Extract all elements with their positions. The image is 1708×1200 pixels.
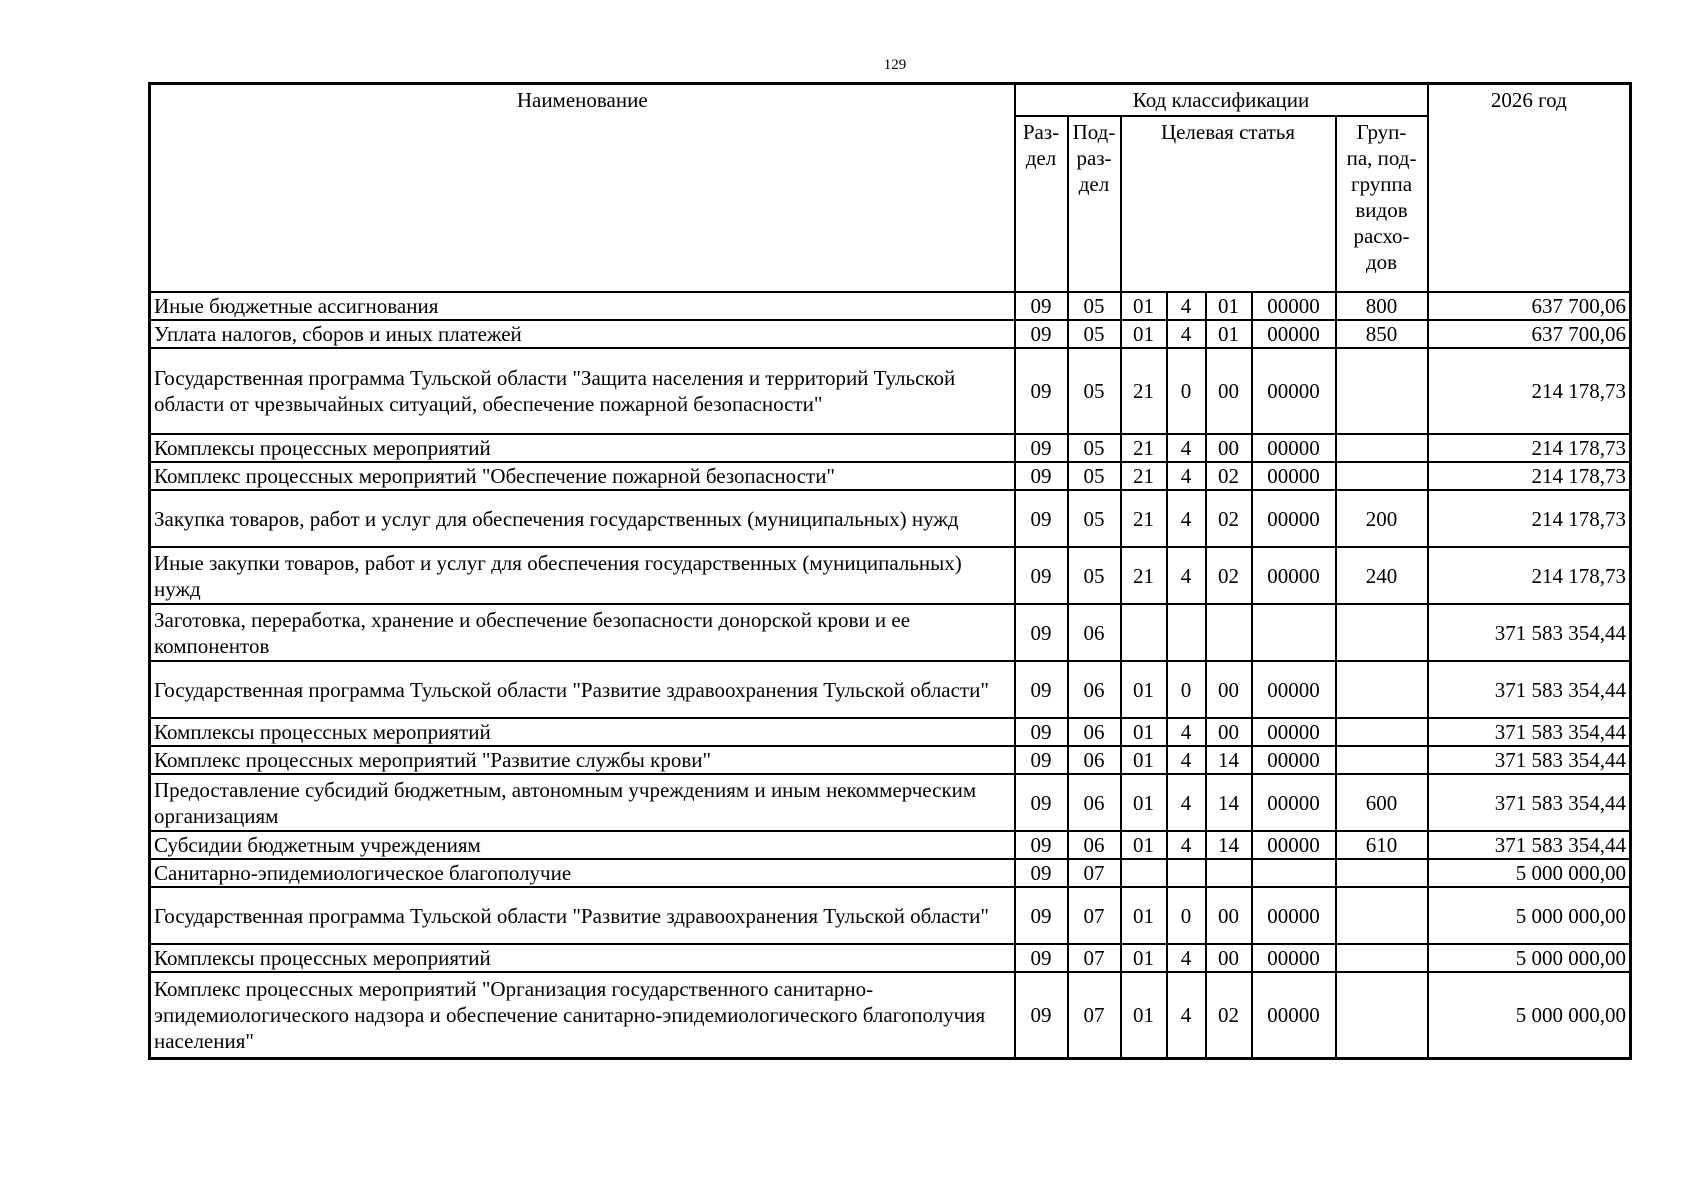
row-amount: 371 583 354,44 (1428, 746, 1631, 774)
table-row (150, 320, 1631, 348)
row-podrazdel: 05 (1068, 292, 1121, 320)
table-row (150, 774, 1631, 831)
row-target-direction: 00000 (1252, 462, 1336, 490)
row-target-program: 21 (1121, 434, 1167, 462)
row-razdel: 09 (1015, 944, 1068, 972)
row-name: Государственная программа Тульской области "Развитие здравоохранения Тульской области" (150, 887, 1015, 944)
row-name: Государственная программа Тульской области "Развитие здравоохранения Тульской области" (150, 661, 1015, 718)
row-target-direction: 00000 (1252, 547, 1336, 604)
row-amount: 5 000 000,00 (1428, 944, 1631, 972)
row-group (1336, 972, 1428, 1059)
row-target-program: 01 (1121, 292, 1167, 320)
table-row (150, 831, 1631, 859)
row-group (1336, 887, 1428, 944)
row-target-type: 0 (1167, 887, 1206, 944)
row-group: 600 (1336, 774, 1428, 831)
row-razdel: 09 (1015, 434, 1068, 462)
row-razdel: 09 (1015, 661, 1068, 718)
row-target-type: 4 (1167, 718, 1206, 746)
row-podrazdel: 07 (1068, 887, 1121, 944)
row-target-main: 02 (1206, 462, 1252, 490)
row-amount: 371 583 354,44 (1428, 604, 1631, 661)
row-target-program: 01 (1121, 774, 1167, 831)
row-target-program (1121, 859, 1167, 887)
table-row (150, 434, 1631, 462)
row-target-direction: 00000 (1252, 434, 1336, 462)
header-year: 2026 год (1428, 84, 1631, 293)
row-razdel: 09 (1015, 972, 1068, 1059)
row-group (1336, 661, 1428, 718)
row-target-main (1206, 859, 1252, 887)
row-podrazdel: 05 (1068, 434, 1121, 462)
row-target-main: 00 (1206, 887, 1252, 944)
row-razdel: 09 (1015, 292, 1068, 320)
row-razdel: 09 (1015, 859, 1068, 887)
row-target-type: 4 (1167, 774, 1206, 831)
row-amount: 214 178,73 (1428, 348, 1631, 434)
row-podrazdel: 05 (1068, 462, 1121, 490)
header-name: Наименование (150, 84, 1015, 293)
row-amount: 5 000 000,00 (1428, 859, 1631, 887)
header-razdel: Раз- дел (1015, 116, 1068, 292)
row-podrazdel: 06 (1068, 604, 1121, 661)
row-podrazdel: 06 (1068, 661, 1121, 718)
row-name: Иные закупки товаров, работ и услуг для обеспечения государственных (муниципальных) нужд (150, 547, 1015, 604)
row-target-main: 00 (1206, 348, 1252, 434)
row-target-main: 00 (1206, 434, 1252, 462)
row-podrazdel: 05 (1068, 547, 1121, 604)
table-header (150, 84, 1631, 293)
row-target-type: 0 (1167, 661, 1206, 718)
row-target-main: 00 (1206, 944, 1252, 972)
row-target-program: 01 (1121, 887, 1167, 944)
table-row (150, 547, 1631, 604)
row-group (1336, 462, 1428, 490)
row-razdel: 09 (1015, 348, 1068, 434)
row-target-direction: 00000 (1252, 774, 1336, 831)
table-row (150, 944, 1631, 972)
row-amount: 214 178,73 (1428, 547, 1631, 604)
row-name: Субсидии бюджетным учреждениям (150, 831, 1015, 859)
row-target-program: 01 (1121, 746, 1167, 774)
row-group (1336, 859, 1428, 887)
row-target-main: 01 (1206, 292, 1252, 320)
row-name: Государственная программа Тульской области "Защита населения и территорий Тульской области от чрезвычайных ситуаций, обеспечение пожарной безопасности" (150, 348, 1015, 434)
row-amount: 371 583 354,44 (1428, 661, 1631, 718)
row-target-program: 01 (1121, 831, 1167, 859)
row-target-type: 4 (1167, 462, 1206, 490)
row-name: Уплата налогов, сборов и иных платежей (150, 320, 1015, 348)
header-target: Целевая статья (1121, 116, 1336, 292)
header-group: Груп- па, под- группа видов расхо- дов (1336, 116, 1428, 292)
row-target-program: 01 (1121, 661, 1167, 718)
row-group: 610 (1336, 831, 1428, 859)
row-podrazdel: 07 (1068, 859, 1121, 887)
row-amount: 371 583 354,44 (1428, 831, 1631, 859)
row-amount: 214 178,73 (1428, 434, 1631, 462)
row-target-main: 14 (1206, 831, 1252, 859)
row-group (1336, 718, 1428, 746)
row-podrazdel: 06 (1068, 746, 1121, 774)
table-row (150, 462, 1631, 490)
row-group (1336, 746, 1428, 774)
row-name: Заготовка, переработка, хранение и обеспечение безопасности донорской крови и ее компонентов (150, 604, 1015, 661)
row-target-type: 0 (1167, 348, 1206, 434)
row-target-program: 01 (1121, 944, 1167, 972)
row-razdel: 09 (1015, 547, 1068, 604)
row-name: Комплексы процессных мероприятий (150, 944, 1015, 972)
row-name: Санитарно-эпидемиологическое благополучие (150, 859, 1015, 887)
row-target-main (1206, 604, 1252, 661)
row-target-direction: 00000 (1252, 887, 1336, 944)
row-name: Предоставление субсидий бюджетным, автономным учреждениям и иным некоммерческим организациям (150, 774, 1015, 831)
row-target-type: 4 (1167, 746, 1206, 774)
row-target-type (1167, 604, 1206, 661)
row-amount: 637 700,06 (1428, 292, 1631, 320)
page-number: 129 (883, 57, 907, 73)
row-amount: 371 583 354,44 (1428, 718, 1631, 746)
row-name: Комплексы процессных мероприятий (150, 718, 1015, 746)
row-target-direction: 00000 (1252, 320, 1336, 348)
row-group: 800 (1336, 292, 1428, 320)
row-group (1336, 604, 1428, 661)
row-target-direction: 00000 (1252, 661, 1336, 718)
row-amount: 637 700,06 (1428, 320, 1631, 348)
row-podrazdel: 06 (1068, 831, 1121, 859)
row-amount: 5 000 000,00 (1428, 887, 1631, 944)
header-podrazdel: Под- раз- дел (1068, 116, 1121, 292)
row-amount: 214 178,73 (1428, 462, 1631, 490)
header-code: Код классификации (1015, 84, 1428, 117)
row-podrazdel: 05 (1068, 348, 1121, 434)
row-razdel: 09 (1015, 831, 1068, 859)
row-amount: 5 000 000,00 (1428, 972, 1631, 1059)
row-target-main: 01 (1206, 320, 1252, 348)
row-target-direction: 00000 (1252, 718, 1336, 746)
row-name: Комплекс процессных мероприятий "Организация государственного санитарно-эпидемиологического надзора и обеспечение санитарно-эпидемиологического благополучия населения" (150, 972, 1015, 1059)
row-target-main: 00 (1206, 718, 1252, 746)
row-target-program: 21 (1121, 348, 1167, 434)
budget-table (148, 82, 1632, 1060)
row-target-program: 21 (1121, 547, 1167, 604)
row-podrazdel: 07 (1068, 972, 1121, 1059)
row-target-main: 14 (1206, 746, 1252, 774)
row-target-type: 4 (1167, 547, 1206, 604)
row-target-program: 01 (1121, 972, 1167, 1059)
row-podrazdel: 05 (1068, 320, 1121, 348)
row-target-program: 21 (1121, 490, 1167, 547)
row-target-direction: 00000 (1252, 972, 1336, 1059)
row-group: 850 (1336, 320, 1428, 348)
row-target-type: 4 (1167, 972, 1206, 1059)
row-razdel: 09 (1015, 320, 1068, 348)
row-target-program: 01 (1121, 320, 1167, 348)
row-amount: 371 583 354,44 (1428, 774, 1631, 831)
row-amount: 214 178,73 (1428, 490, 1631, 547)
table-row (150, 604, 1631, 661)
row-group: 240 (1336, 547, 1428, 604)
row-target-type: 4 (1167, 831, 1206, 859)
row-razdel: 09 (1015, 490, 1068, 547)
row-razdel: 09 (1015, 887, 1068, 944)
row-target-program (1121, 604, 1167, 661)
row-group (1336, 944, 1428, 972)
row-target-type (1167, 859, 1206, 887)
row-target-type: 4 (1167, 490, 1206, 547)
row-name: Комплекс процессных мероприятий "Обеспечение пожарной безопасности" (150, 462, 1015, 490)
row-razdel: 09 (1015, 718, 1068, 746)
row-target-type: 4 (1167, 944, 1206, 972)
row-target-direction: 00000 (1252, 348, 1336, 434)
row-target-main: 02 (1206, 490, 1252, 547)
table-row (150, 887, 1631, 944)
row-target-direction: 00000 (1252, 831, 1336, 859)
row-group (1336, 434, 1428, 462)
row-target-type: 4 (1167, 292, 1206, 320)
row-group: 200 (1336, 490, 1428, 547)
row-target-direction: 00000 (1252, 292, 1336, 320)
row-razdel: 09 (1015, 462, 1068, 490)
row-razdel: 09 (1015, 604, 1068, 661)
row-razdel: 09 (1015, 746, 1068, 774)
row-name: Иные бюджетные ассигнования (150, 292, 1015, 320)
row-target-program: 21 (1121, 462, 1167, 490)
row-razdel: 09 (1015, 774, 1068, 831)
row-podrazdel: 05 (1068, 490, 1121, 547)
table-row (150, 746, 1631, 774)
row-target-direction (1252, 604, 1336, 661)
row-target-direction: 00000 (1252, 746, 1336, 774)
row-name: Комплекс процессных мероприятий "Развитие службы крови" (150, 746, 1015, 774)
row-podrazdel: 07 (1068, 944, 1121, 972)
table-row (150, 292, 1631, 320)
table-row (150, 859, 1631, 887)
row-podrazdel: 06 (1068, 718, 1121, 746)
row-group (1336, 348, 1428, 434)
table-row (150, 972, 1631, 1059)
row-target-direction (1252, 859, 1336, 887)
table-row (150, 348, 1631, 434)
row-name: Комплексы процессных мероприятий (150, 434, 1015, 462)
row-target-main: 02 (1206, 972, 1252, 1059)
row-target-direction: 00000 (1252, 490, 1336, 547)
table-row (150, 661, 1631, 718)
row-target-type: 4 (1167, 320, 1206, 348)
row-target-type: 4 (1167, 434, 1206, 462)
table-row (150, 490, 1631, 547)
row-podrazdel: 06 (1068, 774, 1121, 831)
row-target-direction: 00000 (1252, 944, 1336, 972)
table-row (150, 718, 1631, 746)
row-target-main: 00 (1206, 661, 1252, 718)
row-name: Закупка товаров, работ и услуг для обеспечения государственных (муниципальных) нужд (150, 490, 1015, 547)
row-target-main: 14 (1206, 774, 1252, 831)
row-target-program: 01 (1121, 718, 1167, 746)
row-target-main: 02 (1206, 547, 1252, 604)
